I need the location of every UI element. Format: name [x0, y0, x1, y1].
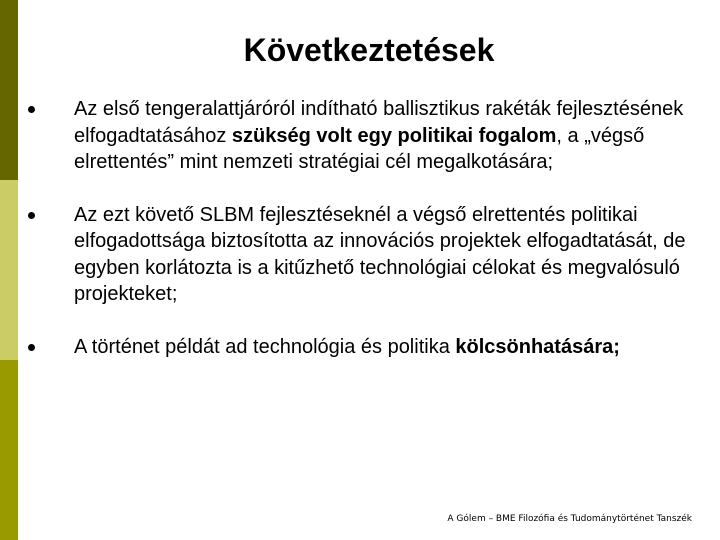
bullet-text-bold: szükség volt egy politikai fogalom — [231, 124, 557, 147]
bullet-text-segment: , a „végső elrettentés” mint nemzeti stratégiai cél megalkotására; — [74, 124, 645, 173]
bullet-dot-icon — [28, 106, 35, 113]
sidebar-decoration — [0, 0, 18, 540]
sidebar-band-bottom — [0, 360, 18, 540]
sidebar-band-middle — [0, 180, 18, 360]
bullet-text-bold: kölcsönhatására; — [455, 335, 620, 358]
slide-title: Következtetések — [243, 32, 495, 68]
bullet-item — [28, 96, 712, 176]
bullet-dot-icon — [28, 212, 35, 219]
sidebar-band-top — [0, 0, 18, 180]
slide-footer: A Gólem – BME Filozófia és Tudománytörténet Tanszék — [447, 514, 692, 524]
bullet-text-segment: Az ezt követő SLBM fejlesztéseknél a végső elrettentés politikai elfogadottsága biztosította az innovációs projektek elfogadtatását, de egyben korlátozta is a kitűzhető technológiai célokat és megvalósuló projekteket; — [74, 203, 686, 305]
bullet-dot-icon — [28, 344, 35, 351]
bullet-list — [28, 96, 712, 386]
bullet-text-segment: Az első tengeralattjáróról indítható ballisztikus rakéták fejlesztésének elfogadtatásához — [74, 98, 684, 147]
bullet-item — [28, 334, 712, 361]
bullet-item — [28, 202, 712, 308]
bullet-text-segment: A történet példát ad technológia és politika — [74, 335, 456, 358]
